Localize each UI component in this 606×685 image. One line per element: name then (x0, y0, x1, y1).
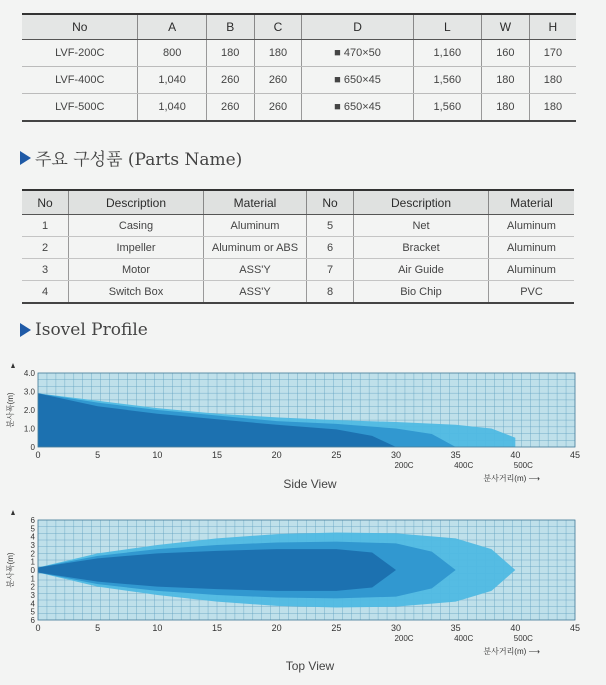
header-cell: A (138, 14, 206, 40)
header-cell: D (302, 14, 413, 40)
range-label: 400C (454, 461, 474, 470)
table-cell: 180 (481, 94, 529, 122)
x-tick-label: 40 (510, 450, 521, 460)
x-tick-label: 25 (331, 450, 342, 460)
table-cell: 260 (206, 67, 254, 94)
header-cell: No (22, 190, 69, 215)
chart-title: Side View (283, 477, 337, 491)
header-cell: No (22, 14, 138, 40)
range-label: 200C (394, 634, 414, 643)
y-tick-label: 2 (30, 582, 35, 592)
x-tick-label: 30 (390, 623, 402, 633)
x-tick-label: 20 (271, 623, 282, 633)
y-tick-label: 1 (30, 574, 35, 584)
y-tick-label: 3.0 (23, 387, 35, 397)
table-cell: 4 (22, 281, 69, 304)
table-row (22, 67, 576, 94)
x-tick-label: 0 (35, 450, 41, 460)
table-row (22, 215, 574, 237)
table-cell: 1,560 (413, 94, 481, 122)
table-cell: 170 (529, 40, 576, 67)
table-cell: 7 (307, 259, 354, 281)
y-tick-label: 3 (30, 591, 35, 600)
header-cell: L (413, 14, 481, 40)
table-cell: 6 (307, 237, 354, 259)
parts-header-row (22, 190, 574, 215)
range-label: 400C (454, 634, 474, 643)
table-cell: LVF-200C (22, 40, 138, 67)
table-cell: 2 (22, 237, 69, 259)
dimensions-header-row (22, 14, 576, 40)
table-row (22, 94, 576, 122)
triangle-bullet-icon (20, 323, 31, 337)
chart-title: Top View (285, 659, 335, 673)
header-cell: W (481, 14, 529, 40)
isovel-charts (0, 360, 606, 685)
table-cell: 5 (307, 215, 354, 237)
y-axis-arrow-icon (11, 510, 15, 515)
x-tick-label: 35 (450, 623, 461, 633)
table-cell: 180 (254, 40, 302, 67)
x-tick-label: 15 (211, 623, 223, 633)
y-tick-label: 4.0 (23, 369, 35, 378)
side-view-chart (5, 363, 580, 491)
x-tick-label: 40 (510, 623, 521, 633)
table-cell: 1,040 (138, 94, 206, 122)
table-cell: 3 (22, 259, 69, 281)
header-cell: C (254, 14, 302, 40)
range-label: 500C (513, 461, 533, 470)
table-cell: ■ 650×45 (302, 94, 413, 122)
x-tick-label: 5 (95, 450, 101, 460)
table-cell: 180 (529, 94, 576, 122)
parts-section-heading (20, 145, 242, 170)
table-cell: Motor (69, 259, 204, 281)
table-cell: LVF-500C (22, 94, 138, 122)
parts-table (22, 189, 574, 304)
header-cell: Description (354, 190, 489, 215)
table-cell: Aluminum (489, 215, 575, 237)
table-cell: ASS'Y (204, 281, 307, 304)
table-row (22, 237, 574, 259)
header-cell: Description (69, 190, 204, 215)
table-cell: 180 (481, 67, 529, 94)
table-cell: Bracket (354, 237, 489, 259)
triangle-bullet-icon (20, 151, 31, 165)
y-tick-label: 2 (30, 549, 35, 559)
x-tick-label: 35 (450, 450, 461, 460)
table-row (22, 281, 574, 304)
table-cell: 800 (138, 40, 206, 67)
header-cell: No (307, 190, 354, 215)
x-tick-label: 0 (35, 623, 41, 633)
table-cell: 260 (254, 67, 302, 94)
header-cell: Material (204, 190, 307, 215)
x-tick-label: 45 (569, 623, 581, 633)
x-tick-label: 30 (390, 450, 402, 460)
range-label: 200C (394, 461, 414, 470)
table-cell: 160 (481, 40, 529, 67)
table-cell: Bio Chip (354, 281, 489, 304)
table-cell: ■ 650×45 (302, 67, 413, 94)
y-tick-label: 4 (30, 532, 35, 542)
y-tick-label: 6 (30, 516, 35, 525)
table-row (22, 259, 574, 281)
table-cell: Switch Box (69, 281, 204, 304)
x-axis-label: 분사거리(m) ⟶ (483, 474, 540, 483)
table-cell: 1,160 (413, 40, 481, 67)
table-cell: Impeller (69, 237, 204, 259)
table-cell: Aluminum (489, 259, 575, 281)
range-label: 500C (513, 634, 533, 643)
y-tick-label: 6 (30, 616, 35, 625)
table-cell: Aluminum (204, 215, 307, 237)
table-cell: 180 (529, 67, 576, 94)
table-cell: ■ 470×50 (302, 40, 413, 67)
table-cell: 1,040 (138, 67, 206, 94)
table-cell: 260 (254, 94, 302, 122)
parts-section-title: 주요 구성품 (Parts Name) (35, 150, 243, 170)
table-cell: ASS'Y (204, 259, 307, 281)
x-tick-label: 10 (152, 450, 163, 460)
y-tick-label: 3 (30, 541, 35, 550)
x-axis-label: 분사거리(m) ⟶ (483, 647, 540, 656)
y-tick-label: 5 (30, 607, 35, 617)
table-cell: Air Guide (354, 259, 489, 281)
y-tick-label: 1 (30, 557, 35, 567)
x-tick-label: 45 (569, 450, 581, 460)
table-cell: 1 (22, 215, 69, 237)
x-tick-label: 10 (152, 623, 163, 633)
table-cell: 260 (206, 94, 254, 122)
table-cell: 8 (307, 281, 354, 304)
y-axis-arrow-icon (11, 363, 15, 368)
y-tick-label: 0 (30, 566, 35, 575)
y-axis-label: 분사폭(m) (6, 552, 15, 588)
x-tick-label: 25 (331, 623, 342, 633)
x-tick-label: 15 (211, 450, 223, 460)
table-cell: 1,560 (413, 67, 481, 94)
dimensions-table (22, 13, 576, 122)
x-tick-label: 5 (95, 623, 101, 633)
isovel-section-heading (20, 320, 148, 340)
table-cell: 180 (206, 40, 254, 67)
table-cell: LVF-400C (22, 67, 138, 94)
isovel-section-title: Isovel Profile (35, 320, 148, 340)
y-tick-label: 1.0 (23, 424, 35, 434)
y-tick-label: 5 (30, 524, 35, 534)
table-cell: Aluminum or ABS (204, 237, 307, 259)
header-cell: Material (489, 190, 575, 215)
y-axis-label: 분사폭(m) (6, 392, 15, 428)
table-cell: PVC (489, 281, 575, 304)
x-tick-label: 20 (271, 450, 282, 460)
header-cell: H (529, 14, 576, 40)
top-view-chart (5, 510, 580, 673)
y-tick-label: 2.0 (23, 406, 35, 415)
y-tick-label: 4 (30, 599, 35, 609)
y-tick-label: 0 (30, 443, 35, 452)
header-cell: B (206, 14, 254, 40)
table-cell: Net (354, 215, 489, 237)
table-cell: Aluminum (489, 237, 575, 259)
table-row (22, 40, 576, 67)
table-cell: Casing (69, 215, 204, 237)
